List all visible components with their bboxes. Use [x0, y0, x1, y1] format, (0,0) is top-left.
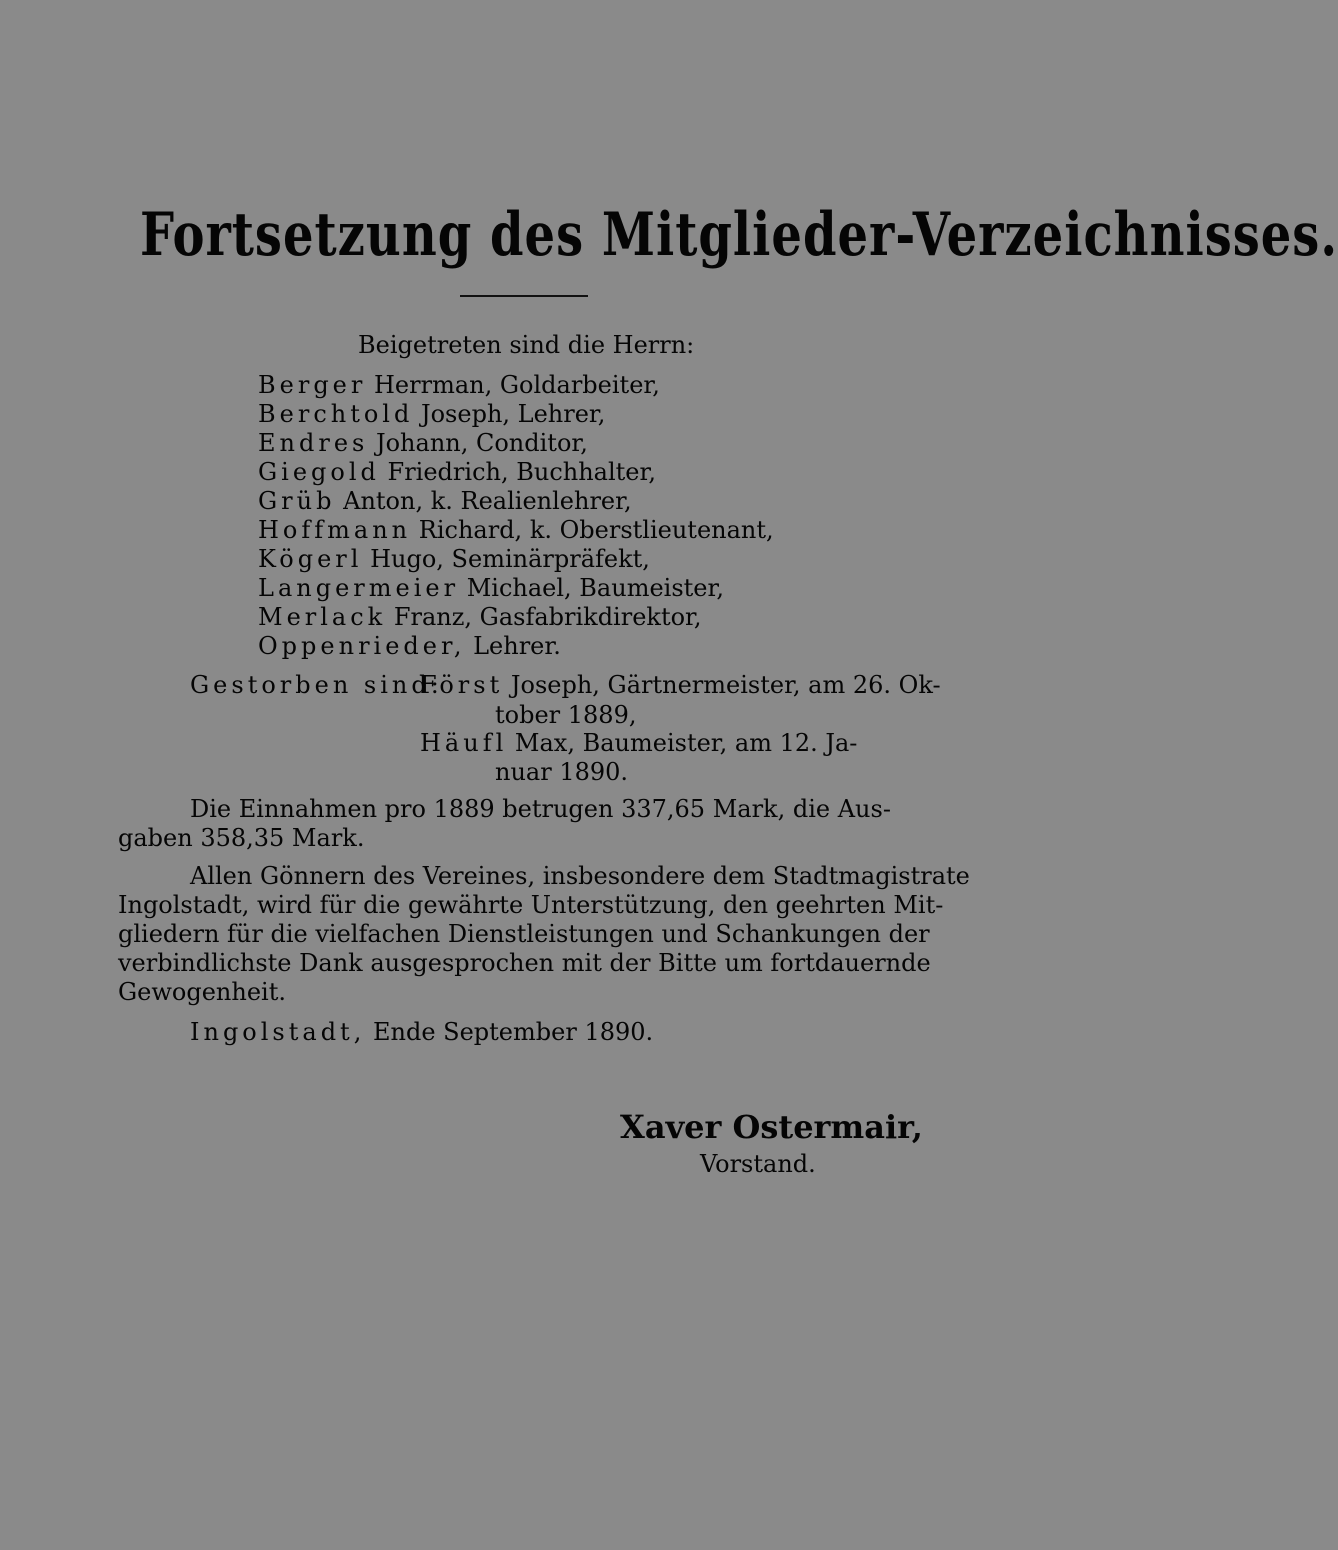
member-details: Johann, Conditor, [375, 429, 588, 457]
title-divider [460, 295, 588, 297]
member-details: Michael, Baumeister, [466, 574, 724, 602]
member-line [258, 602, 702, 632]
dateline [190, 1018, 653, 1047]
member-line [258, 544, 650, 574]
member-details: Lehrer. [473, 632, 561, 660]
member-details: Joseph, Lehrer, [420, 400, 606, 428]
joined-heading: Beigetreten sind die Herrn: [358, 331, 695, 359]
deceased-details: Joseph, Gärtnermeister, am 26. Ok- [510, 671, 941, 699]
member-surname: Berger [258, 371, 367, 399]
deceased-continuation: nuar 1890. [495, 758, 629, 786]
member-line [258, 370, 660, 400]
deceased-surname: Först [420, 671, 504, 699]
deceased-label: Gestorben sind: [190, 671, 443, 699]
thanks-line: Ingolstadt, wird für die gewährte Unterstützung, den geehrten Mit- [118, 891, 944, 919]
member-details: Hugo, Seminärpräfekt, [370, 545, 650, 573]
finance-line: gaben 358,35 Mark. [118, 824, 365, 852]
thanks-line: gliedern für die vielfachen Dienstleistungen und Schankungen der [118, 920, 930, 948]
deceased-details: Max, Baumeister, am 12. Ja- [514, 729, 858, 757]
deceased-surname: Häufl [420, 729, 508, 757]
member-surname: Merlack [258, 603, 387, 631]
member-line [258, 573, 724, 603]
signature-role: Vorstand. [700, 1150, 816, 1178]
date: Ende September 1890. [372, 1018, 654, 1046]
member-line [258, 486, 632, 516]
member-surname: Grüb [258, 487, 336, 515]
member-surname: Berchtold [258, 400, 414, 428]
member-surname: Oppenrieder, [258, 632, 466, 660]
deceased-continuation: tober 1889, [495, 701, 637, 729]
member-surname: Langermeier [258, 574, 460, 602]
thanks-line: verbindlichste Dank ausgesprochen mit der Bitte um fortdauernde [118, 949, 931, 977]
member-line [258, 457, 656, 487]
member-line [258, 428, 588, 458]
member-surname: Hoffmann [258, 516, 412, 544]
thanks-line: Gewogenheit. [118, 978, 286, 1006]
member-details: Richard, k. Oberstlieutenant, [418, 516, 774, 544]
finance-line: Die Einnahmen pro 1889 betrugen 337,65 Mark, die Aus- [190, 795, 891, 823]
deceased-entry [420, 670, 941, 700]
member-surname: Kögerl [258, 545, 363, 573]
member-line [258, 399, 605, 429]
member-details: Friedrich, Buchhalter, [387, 458, 656, 486]
page-title: Fortsetzung des Mitglieder-Verzeichnisses. [140, 200, 1338, 270]
member-line [258, 515, 774, 545]
member-details: Anton, k. Realienlehrer, [343, 487, 632, 515]
place: Ingolstadt, [190, 1018, 366, 1046]
member-line [258, 631, 561, 661]
signature-name: Xaver Ostermair, [620, 1108, 923, 1146]
thanks-line: Allen Gönnern des Vereines, insbesondere dem Stadtmagistrate [190, 862, 970, 890]
member-details: Herrman, Goldarbeiter, [374, 371, 660, 399]
member-details: Franz, Gasfabrikdirektor, [393, 603, 702, 631]
deceased-entry [420, 728, 857, 758]
member-surname: Endres [258, 429, 369, 457]
member-surname: Giegold [258, 458, 380, 486]
